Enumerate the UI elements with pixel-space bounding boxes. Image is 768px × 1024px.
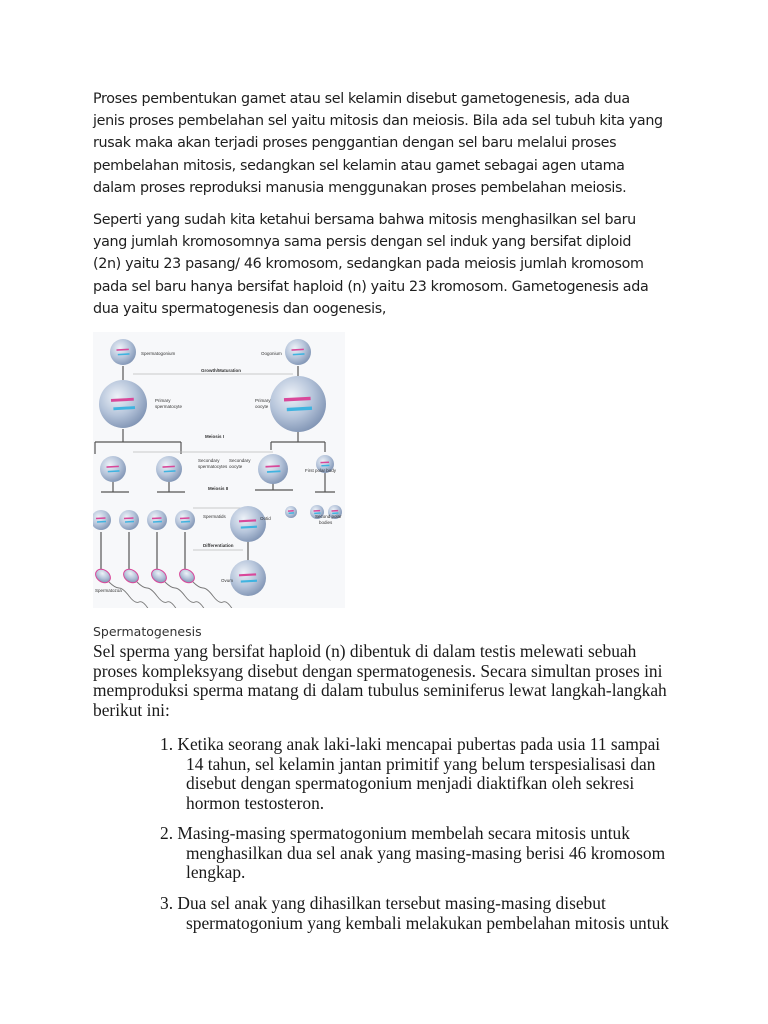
spermatogenesis-paragraph — [93, 642, 667, 720]
chromosome — [292, 349, 304, 350]
list-item-first-line: 1. Ketika seorang anak laki-laki mencapai pubertas pada usia 11 sampai — [160, 734, 661, 754]
chromosome — [125, 522, 134, 523]
text-line: disebut dengan spermatogonium menjadi diaktifkan oleh sekresi — [186, 773, 635, 793]
label-secondary-spermatocytes-2: spermatocytes — [198, 464, 228, 469]
list-item-first-line: 2. Masing-masing spermatogonium membelah secara mitosis untuk — [160, 823, 630, 843]
text-line: Sel sperma yang bersifat haploid (n) dibentuk di dalam testis melewati sebuah — [93, 641, 637, 661]
chromosome — [241, 527, 257, 528]
cell-primary-spermatocyte — [99, 380, 147, 428]
text-line: rusak maka akan terjadi proses penggantian dengan sel baru melalui proses — [93, 135, 617, 152]
text-line: dalam proses reproduksi manusia menggunakan proses pembelahan meiosis. — [93, 179, 627, 196]
label-spermatids: Spermatids — [203, 514, 226, 519]
cell-spermatogonium — [110, 339, 136, 365]
text-line: proses kompleksyang disebut dengan spermatogenesis. Secara simultan proses ini — [93, 660, 663, 681]
chromosome — [181, 522, 190, 523]
text-line: yang jumlah kromosomnya sama persis dengan sel induk yang bersifat diploid — [93, 234, 632, 251]
chromosome — [266, 466, 280, 467]
cell-secondary-spermatocyte — [100, 456, 126, 482]
list-item-first-line: 3. Dua sel anak yang dihasilkan tersebut masing-masing disebut — [160, 893, 606, 913]
label-primary-oocyte-2: oocyte — [255, 404, 269, 409]
chromosome — [180, 518, 190, 519]
label-differentiation: Differentiation — [203, 543, 234, 548]
gametogenesis-diagram — [93, 332, 345, 608]
chromosome — [163, 466, 175, 467]
diagram-svg — [93, 332, 345, 608]
cell-ovum — [230, 560, 266, 596]
label-primary-spermatocyte-1: Primary — [155, 398, 171, 403]
text-line: 14 tahun, sel kelamin jantan primitif yang belum terspesialisasi dan — [186, 753, 656, 774]
chromosome — [111, 399, 134, 400]
text-line: menghasilkan dua sel anak yang masing-masing berisi 46 kromosom — [186, 842, 666, 863]
label-meiosis-1: Meiosis I — [205, 434, 225, 439]
label-second-polar-bodies-1: Second polar — [315, 514, 342, 519]
chromosome — [107, 466, 119, 467]
label-spermatozoa: Spermatozoa — [95, 588, 122, 593]
chromosome — [124, 518, 134, 519]
chromosome — [153, 522, 162, 523]
chromosome — [113, 408, 135, 409]
text-line: hormon testosteron. — [186, 792, 325, 813]
label-spermatogonium: Spermatogonium — [141, 351, 176, 356]
chromosome — [239, 520, 256, 521]
list-item — [160, 735, 660, 813]
chromosome — [97, 522, 106, 523]
chromosome — [164, 471, 176, 472]
text-line: Proses pembentukan gamet atau sel kelamin disebut gametogenesis, ada dua — [93, 91, 630, 107]
chromosome — [108, 471, 120, 472]
cell-polar-body — [285, 506, 297, 518]
intro-paragraph-1 — [93, 88, 693, 199]
cell-spermatid — [175, 510, 195, 530]
spermatozoon-tail — [137, 582, 177, 608]
label-secondary-oocyte-1: Secondary — [229, 458, 251, 463]
spermatozoon-tail — [109, 582, 149, 608]
chromosome — [241, 581, 257, 582]
cell-primary-oocyte — [270, 376, 326, 432]
cell-secondary-spermatocyte — [156, 456, 182, 482]
label-primary-spermatocyte-2: spermatocyte — [155, 404, 183, 409]
chromosome — [287, 408, 312, 409]
label-oogonium: Oogonium — [261, 351, 282, 356]
text-line: memproduksi sperma matang di dalam tubulus seminiferus lewat langkah-langkah — [93, 680, 667, 700]
chromosome — [118, 354, 130, 355]
intro-paragraph-2 — [93, 209, 693, 320]
spermatozoon-tail — [165, 582, 205, 608]
cells — [93, 339, 342, 608]
chromosome — [152, 518, 162, 519]
label-meiosis-2: Meiosis II — [208, 486, 229, 491]
cell-spermatid — [147, 510, 167, 530]
section-heading: Spermatogenesis — [93, 624, 202, 639]
cell-secondary-oocyte — [258, 454, 288, 484]
label-primary-oocyte-1: Primary — [255, 398, 271, 403]
label-first-polar-body: First polar body — [305, 468, 337, 473]
label-ovum: Ovum — [221, 578, 234, 583]
label-secondary-oocyte-2: oocyte — [229, 464, 243, 469]
list-item — [160, 894, 669, 933]
text-line: (2n) yaitu 23 pasang/ 46 kromosom, sedangkan pada meiosis jumlah kromosom — [93, 256, 644, 273]
text-line: lengkap. — [186, 862, 246, 882]
cell-oogonium — [285, 339, 311, 365]
cell-spermatid — [93, 510, 111, 530]
text-line: pada sel baru hanya bersifat haploid (n) yaitu 23 kromosom. Gametogenesis ada — [93, 278, 649, 295]
cell-spermatid — [119, 510, 139, 530]
spermatozoon-tail — [193, 582, 233, 608]
label-growth: Growth/Maturation — [201, 368, 241, 373]
chromosome — [239, 574, 256, 575]
text-line: pembelahan mitosis, sedangkan sel kelamin atau gamet sebagai agen utama — [93, 157, 625, 174]
label-ootid: Ootid — [260, 516, 271, 521]
chromosome — [284, 398, 311, 399]
text-line: dua yaitu spermatogenesis dan oogenesis, — [93, 300, 387, 317]
label-secondary-spermatocytes-1: Secondary — [198, 458, 220, 463]
chromosome — [293, 354, 305, 355]
chromosome — [267, 471, 281, 472]
label-second-polar-bodies-2: bodies — [319, 520, 333, 525]
text-line: Seperti yang sudah kita ketahui bersama bahwa mitosis menghasilkan sel baru — [93, 212, 636, 228]
text-line: berikut ini: — [93, 699, 170, 720]
text-line: spermatogonium yang kembali melakukan pembelahan mitosis untuk — [186, 912, 669, 933]
chromosome — [96, 518, 106, 519]
cell-ootid — [230, 506, 266, 542]
chromosome — [117, 349, 129, 350]
text-line: jenis proses pembelahan sel yaitu mitosis dan meiosis. Bila ada sel tubuh kita yang — [93, 113, 663, 130]
list-item — [160, 824, 665, 883]
